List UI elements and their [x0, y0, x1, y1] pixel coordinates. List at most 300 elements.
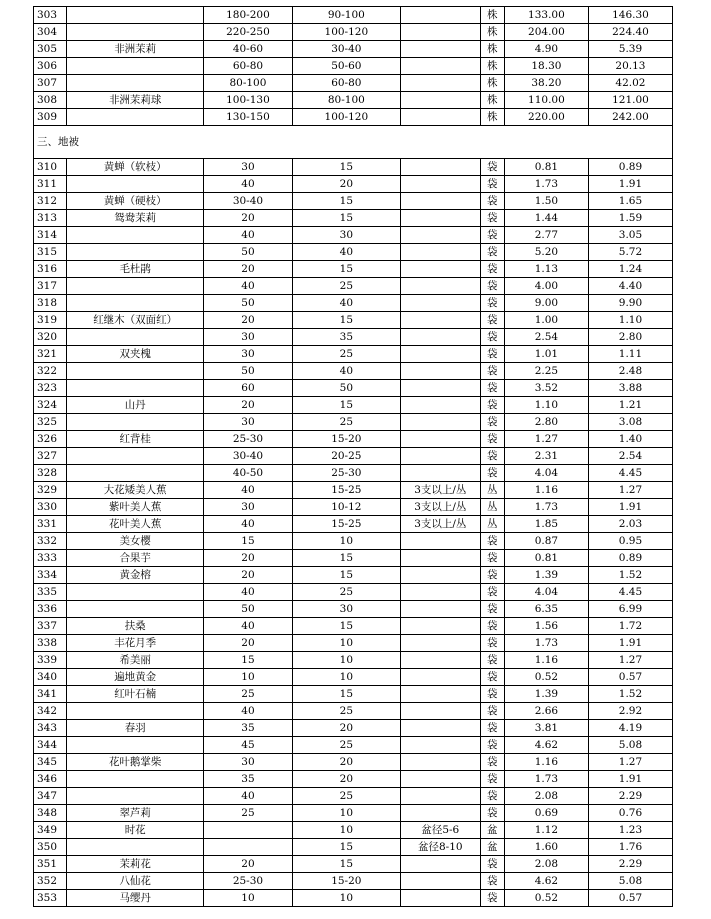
unit-cell: 袋: [480, 686, 504, 703]
table-row: [34, 652, 673, 669]
row-number-cell: 331: [34, 516, 67, 533]
row-number-cell: 340: [34, 669, 67, 686]
price-a-cell: 0.69: [504, 805, 588, 822]
crown-width-cell: 40: [292, 244, 400, 261]
crown-width-cell: 15: [292, 618, 400, 635]
unit-cell: 袋: [480, 227, 504, 244]
crown-width-cell: 25: [292, 346, 400, 363]
table-row: [34, 873, 673, 890]
height-cell: 130-150: [204, 109, 292, 126]
crown-width-cell: 15: [292, 686, 400, 703]
price-b-cell: 0.95: [588, 533, 672, 550]
table-row: [34, 550, 673, 567]
spec-cell: [401, 380, 481, 397]
spec-cell: [401, 312, 481, 329]
plant-name-cell: [67, 295, 204, 312]
unit-cell: 株: [480, 7, 504, 24]
crown-width-cell: 15: [292, 550, 400, 567]
plant-name-cell: [67, 24, 204, 41]
unit-cell: 袋: [480, 295, 504, 312]
row-number-cell: 341: [34, 686, 67, 703]
plant-name-cell: 大花矮美人蕉: [67, 482, 204, 499]
price-a-cell: 1.00: [504, 312, 588, 329]
spec-cell: [401, 754, 481, 771]
height-cell: 40: [204, 176, 292, 193]
row-number-cell: 330: [34, 499, 67, 516]
spec-cell: [401, 533, 481, 550]
row-number-cell: 350: [34, 839, 67, 856]
price-b-cell: 1.10: [588, 312, 672, 329]
crown-width-cell: 10: [292, 805, 400, 822]
table-row: [34, 210, 673, 227]
height-cell: 20: [204, 567, 292, 584]
row-number-cell: 323: [34, 380, 67, 397]
plant-name-cell: 时花: [67, 822, 204, 839]
crown-width-cell: 50-60: [292, 58, 400, 75]
plant-name-cell: 春羽: [67, 720, 204, 737]
unit-cell: 袋: [480, 278, 504, 295]
crown-width-cell: 50: [292, 380, 400, 397]
price-b-cell: 1.91: [588, 499, 672, 516]
price-b-cell: 5.72: [588, 244, 672, 261]
price-b-cell: 1.72: [588, 618, 672, 635]
price-a-cell: 0.81: [504, 550, 588, 567]
unit-cell: 袋: [480, 652, 504, 669]
plant-name-cell: 红叶石楠: [67, 686, 204, 703]
plant-name-cell: [67, 465, 204, 482]
plant-name-cell: 红背桂: [67, 431, 204, 448]
row-number-cell: 319: [34, 312, 67, 329]
unit-cell: 袋: [480, 193, 504, 210]
crown-width-cell: 30-40: [292, 41, 400, 58]
table-row: [34, 618, 673, 635]
plant-name-cell: 遍地黄金: [67, 669, 204, 686]
row-number-cell: 325: [34, 414, 67, 431]
plant-name-cell: [67, 363, 204, 380]
unit-cell: 袋: [480, 584, 504, 601]
plant-name-cell: 马缨丹: [67, 890, 204, 907]
plant-name-cell: 美女樱: [67, 533, 204, 550]
row-number-cell: 321: [34, 346, 67, 363]
crown-width-cell: 15-25: [292, 516, 400, 533]
unit-cell: 袋: [480, 261, 504, 278]
spec-cell: [401, 109, 481, 126]
price-a-cell: 1.73: [504, 771, 588, 788]
row-number-cell: 351: [34, 856, 67, 873]
price-b-cell: 121.00: [588, 92, 672, 109]
row-number-cell: 322: [34, 363, 67, 380]
table-row: [34, 499, 673, 516]
table-row: [34, 465, 673, 482]
row-number-cell: 305: [34, 41, 67, 58]
plant-name-cell: [67, 737, 204, 754]
table-row: [34, 380, 673, 397]
spec-cell: 3支以上/丛: [401, 516, 481, 533]
price-b-cell: 5.08: [588, 873, 672, 890]
price-b-cell: 242.00: [588, 109, 672, 126]
height-cell: 10: [204, 669, 292, 686]
price-a-cell: 1.60: [504, 839, 588, 856]
height-cell: 25-30: [204, 873, 292, 890]
table-row: [34, 278, 673, 295]
price-a-cell: 1.16: [504, 652, 588, 669]
spec-cell: [401, 295, 481, 312]
table-row: [34, 686, 673, 703]
table-row: [34, 41, 673, 58]
price-a-cell: 1.44: [504, 210, 588, 227]
price-b-cell: 1.23: [588, 822, 672, 839]
plant-name-cell: [67, 244, 204, 261]
crown-width-cell: 10: [292, 533, 400, 550]
height-cell: 45: [204, 737, 292, 754]
height-cell: 30: [204, 499, 292, 516]
row-number-cell: 349: [34, 822, 67, 839]
crown-width-cell: 25: [292, 788, 400, 805]
row-number-cell: 317: [34, 278, 67, 295]
crown-width-cell: 35: [292, 329, 400, 346]
unit-cell: 袋: [480, 397, 504, 414]
row-number-cell: 338: [34, 635, 67, 652]
price-a-cell: 4.04: [504, 465, 588, 482]
table-row: [34, 720, 673, 737]
unit-cell: 袋: [480, 856, 504, 873]
price-b-cell: 1.91: [588, 771, 672, 788]
height-cell: 30: [204, 754, 292, 771]
price-b-cell: 3.88: [588, 380, 672, 397]
price-a-cell: 0.52: [504, 890, 588, 907]
section-row: [34, 126, 673, 159]
price-a-cell: 133.00: [504, 7, 588, 24]
price-b-cell: 1.21: [588, 397, 672, 414]
height-cell: 20: [204, 635, 292, 652]
table-row: [34, 75, 673, 92]
row-number-cell: 328: [34, 465, 67, 482]
row-number-cell: 326: [34, 431, 67, 448]
crown-width-cell: 40: [292, 363, 400, 380]
price-b-cell: 20.13: [588, 58, 672, 75]
unit-cell: 盆: [480, 822, 504, 839]
crown-width-cell: 15: [292, 210, 400, 227]
unit-cell: 袋: [480, 703, 504, 720]
spec-cell: [401, 567, 481, 584]
height-cell: 40: [204, 703, 292, 720]
section-title: 三、地被: [34, 126, 673, 159]
unit-cell: 袋: [480, 635, 504, 652]
plant-name-cell: 希美丽: [67, 652, 204, 669]
price-a-cell: 0.52: [504, 669, 588, 686]
unit-cell: 袋: [480, 414, 504, 431]
unit-cell: 袋: [480, 805, 504, 822]
table-row: [34, 346, 673, 363]
plant-name-cell: 非洲茉莉球: [67, 92, 204, 109]
unit-cell: 株: [480, 92, 504, 109]
price-a-cell: 4.62: [504, 737, 588, 754]
plant-name-cell: [67, 329, 204, 346]
unit-cell: 袋: [480, 159, 504, 176]
unit-cell: 袋: [480, 754, 504, 771]
spec-cell: [401, 550, 481, 567]
price-b-cell: 1.91: [588, 176, 672, 193]
spec-cell: [401, 176, 481, 193]
spec-cell: [401, 159, 481, 176]
height-cell: 100-130: [204, 92, 292, 109]
plant-name-cell: 八仙花: [67, 873, 204, 890]
price-a-cell: 18.30: [504, 58, 588, 75]
table-row: [34, 7, 673, 24]
table-row: [34, 397, 673, 414]
height-cell: 180-200: [204, 7, 292, 24]
price-b-cell: 3.08: [588, 414, 672, 431]
plant-name-cell: 红继木（双面红）: [67, 312, 204, 329]
crown-width-cell: 25: [292, 278, 400, 295]
price-b-cell: 1.11: [588, 346, 672, 363]
unit-cell: 丛: [480, 516, 504, 533]
unit-cell: 盆: [480, 839, 504, 856]
height-cell: [204, 822, 292, 839]
row-number-cell: 313: [34, 210, 67, 227]
crown-width-cell: 25: [292, 737, 400, 754]
price-a-cell: 4.04: [504, 584, 588, 601]
plant-name-cell: 扶桑: [67, 618, 204, 635]
crown-width-cell: 15: [292, 193, 400, 210]
crown-width-cell: 25: [292, 584, 400, 601]
spec-cell: [401, 771, 481, 788]
price-b-cell: 1.65: [588, 193, 672, 210]
height-cell: 40: [204, 788, 292, 805]
plant-name-cell: [67, 414, 204, 431]
price-a-cell: 4.62: [504, 873, 588, 890]
crown-width-cell: 20: [292, 176, 400, 193]
price-a-cell: 1.16: [504, 754, 588, 771]
price-a-cell: 2.08: [504, 788, 588, 805]
height-cell: 30: [204, 414, 292, 431]
row-number-cell: 336: [34, 601, 67, 618]
table-row: [34, 856, 673, 873]
spec-cell: [401, 397, 481, 414]
unit-cell: 袋: [480, 380, 504, 397]
row-number-cell: 307: [34, 75, 67, 92]
plant-name-cell: 花叶美人蕉: [67, 516, 204, 533]
price-b-cell: 224.40: [588, 24, 672, 41]
height-cell: 50: [204, 244, 292, 261]
row-number-cell: 353: [34, 890, 67, 907]
price-b-cell: 2.92: [588, 703, 672, 720]
plant-name-cell: [67, 771, 204, 788]
row-number-cell: 342: [34, 703, 67, 720]
plant-name-cell: [67, 58, 204, 75]
price-a-cell: 2.77: [504, 227, 588, 244]
plant-name-cell: [67, 839, 204, 856]
table-row: [34, 92, 673, 109]
unit-cell: 袋: [480, 788, 504, 805]
unit-cell: 株: [480, 24, 504, 41]
height-cell: 25-30: [204, 431, 292, 448]
plant-name-cell: [67, 227, 204, 244]
spec-cell: [401, 346, 481, 363]
height-cell: 20: [204, 210, 292, 227]
spec-cell: [401, 805, 481, 822]
height-cell: 20: [204, 856, 292, 873]
price-b-cell: 1.40: [588, 431, 672, 448]
spec-cell: [401, 363, 481, 380]
row-number-cell: 311: [34, 176, 67, 193]
row-number-cell: 339: [34, 652, 67, 669]
plant-name-cell: [67, 7, 204, 24]
price-a-cell: 4.00: [504, 278, 588, 295]
price-a-cell: 1.27: [504, 431, 588, 448]
crown-width-cell: 30: [292, 227, 400, 244]
spec-cell: [401, 601, 481, 618]
row-number-cell: 344: [34, 737, 67, 754]
spec-cell: [401, 193, 481, 210]
section-header-group: [34, 126, 673, 159]
unit-cell: 株: [480, 58, 504, 75]
plant-name-cell: 黄蝉（硬枝）: [67, 193, 204, 210]
spec-cell: [401, 465, 481, 482]
plant-name-cell: [67, 448, 204, 465]
table-row: [34, 58, 673, 75]
plant-name-cell: 黄蝉（软枝）: [67, 159, 204, 176]
unit-cell: 株: [480, 75, 504, 92]
crown-width-cell: 25-30: [292, 465, 400, 482]
row-number-cell: 309: [34, 109, 67, 126]
table-row: [34, 805, 673, 822]
table-row: [34, 176, 673, 193]
price-b-cell: 1.24: [588, 261, 672, 278]
table-row: [34, 601, 673, 618]
spec-cell: 3支以上/丛: [401, 499, 481, 516]
crown-width-cell: 20: [292, 771, 400, 788]
spec-cell: [401, 720, 481, 737]
row-number-cell: 337: [34, 618, 67, 635]
spec-cell: [401, 278, 481, 295]
height-cell: 40: [204, 584, 292, 601]
plant-name-cell: [67, 584, 204, 601]
height-cell: 40: [204, 278, 292, 295]
crown-width-cell: 20-25: [292, 448, 400, 465]
table-row: [34, 822, 673, 839]
unit-cell: 袋: [480, 567, 504, 584]
table-row: [34, 227, 673, 244]
price-a-cell: 1.73: [504, 499, 588, 516]
price-a-cell: 1.12: [504, 822, 588, 839]
plant-name-cell: [67, 75, 204, 92]
unit-cell: 袋: [480, 533, 504, 550]
plant-name-cell: 鸳鸯茉莉: [67, 210, 204, 227]
crown-width-cell: 15: [292, 312, 400, 329]
spec-cell: [401, 244, 481, 261]
table-row: [34, 193, 673, 210]
row-number-cell: 303: [34, 7, 67, 24]
price-a-cell: 1.73: [504, 176, 588, 193]
price-a-cell: 2.80: [504, 414, 588, 431]
price-b-cell: 0.57: [588, 890, 672, 907]
unit-cell: 袋: [480, 720, 504, 737]
unit-cell: 袋: [480, 618, 504, 635]
row-number-cell: 304: [34, 24, 67, 41]
spec-cell: [401, 788, 481, 805]
spec-cell: [401, 58, 481, 75]
price-b-cell: 1.59: [588, 210, 672, 227]
table-row: [34, 839, 673, 856]
height-cell: 80-100: [204, 75, 292, 92]
price-a-cell: 1.56: [504, 618, 588, 635]
plant-name-cell: 花叶鹅掌柴: [67, 754, 204, 771]
price-a-cell: 1.39: [504, 567, 588, 584]
unit-cell: 袋: [480, 346, 504, 363]
crown-width-cell: 15: [292, 856, 400, 873]
table-row: [34, 159, 673, 176]
spec-cell: [401, 414, 481, 431]
row-number-cell: 310: [34, 159, 67, 176]
plant-name-cell: 非洲茉莉: [67, 41, 204, 58]
price-b-cell: 1.27: [588, 652, 672, 669]
unit-cell: 袋: [480, 550, 504, 567]
unit-cell: 袋: [480, 210, 504, 227]
price-b-cell: 146.30: [588, 7, 672, 24]
table-row: [34, 109, 673, 126]
table-body-upper: [34, 7, 673, 126]
spec-cell: [401, 890, 481, 907]
price-a-cell: 220.00: [504, 109, 588, 126]
price-b-cell: 0.57: [588, 669, 672, 686]
row-number-cell: 333: [34, 550, 67, 567]
table-row: [34, 669, 673, 686]
price-b-cell: 5.39: [588, 41, 672, 58]
price-b-cell: 3.05: [588, 227, 672, 244]
plant-name-cell: 双夹槐: [67, 346, 204, 363]
height-cell: 40: [204, 482, 292, 499]
crown-width-cell: 15: [292, 397, 400, 414]
crown-width-cell: 15-25: [292, 482, 400, 499]
table-row: [34, 890, 673, 907]
price-a-cell: 9.00: [504, 295, 588, 312]
table-row: [34, 414, 673, 431]
spec-cell: [401, 41, 481, 58]
crown-width-cell: 10: [292, 635, 400, 652]
price-b-cell: 1.27: [588, 482, 672, 499]
unit-cell: 袋: [480, 448, 504, 465]
row-number-cell: 316: [34, 261, 67, 278]
plant-name-cell: [67, 380, 204, 397]
height-cell: 40: [204, 227, 292, 244]
unit-cell: 袋: [480, 176, 504, 193]
table-row: [34, 24, 673, 41]
price-a-cell: 4.90: [504, 41, 588, 58]
row-number-cell: 345: [34, 754, 67, 771]
price-a-cell: 3.52: [504, 380, 588, 397]
unit-cell: 袋: [480, 244, 504, 261]
plant-name-cell: [67, 176, 204, 193]
table-row: [34, 312, 673, 329]
height-cell: 20: [204, 550, 292, 567]
spec-cell: [401, 584, 481, 601]
spec-cell: 盆径5-6: [401, 822, 481, 839]
price-a-cell: 1.13: [504, 261, 588, 278]
table-row: [34, 771, 673, 788]
spec-cell: [401, 856, 481, 873]
row-number-cell: 347: [34, 788, 67, 805]
price-b-cell: 42.02: [588, 75, 672, 92]
plant-name-cell: [67, 278, 204, 295]
row-number-cell: 315: [34, 244, 67, 261]
price-a-cell: 38.20: [504, 75, 588, 92]
spec-cell: [401, 686, 481, 703]
price-a-cell: 3.81: [504, 720, 588, 737]
price-a-cell: 2.54: [504, 329, 588, 346]
row-number-cell: 335: [34, 584, 67, 601]
unit-cell: 袋: [480, 431, 504, 448]
